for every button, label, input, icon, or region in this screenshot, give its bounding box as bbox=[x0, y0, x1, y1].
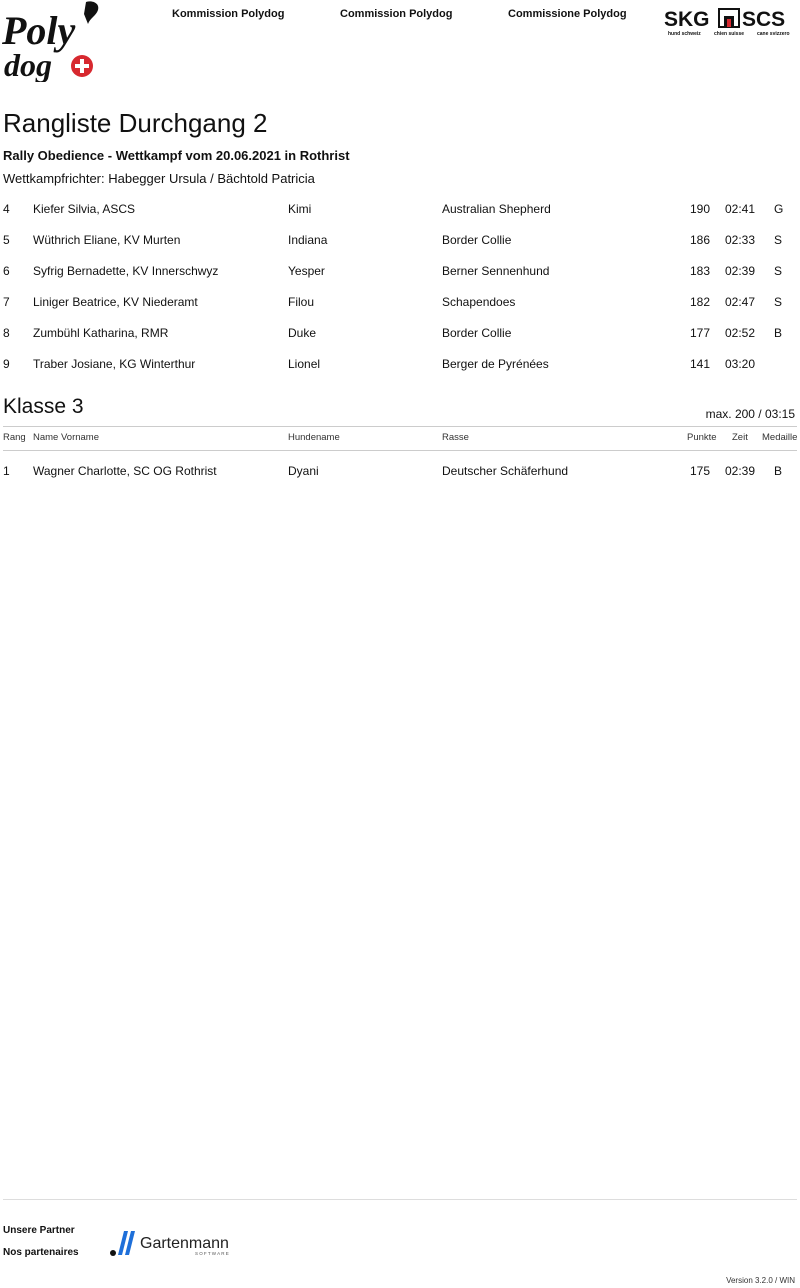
partner-label-fr: Nos partenaires bbox=[3, 1247, 79, 1258]
header-title-de: Kommission Polydog bbox=[172, 8, 285, 20]
medal-cell: B bbox=[774, 326, 783, 340]
handler-cell: Traber Josiane, KG Winterthur bbox=[33, 357, 196, 371]
polydog-logo bbox=[0, 0, 115, 82]
rank-cell: 7 bbox=[3, 295, 10, 309]
competition-subtitle: Rally Obedience - Wettkampf vom 20.06.2021 in Rothrist bbox=[3, 148, 350, 163]
medal-cell: S bbox=[774, 295, 783, 309]
footer-divider bbox=[3, 1199, 797, 1200]
handler-cell: Liniger Beatrice, KV Niederamt bbox=[33, 295, 198, 309]
points-cell: 175 bbox=[689, 464, 710, 478]
divider bbox=[3, 426, 797, 427]
svg-text:SCS: SCS bbox=[742, 8, 786, 31]
svg-text:Poly: Poly bbox=[2, 8, 76, 53]
svg-text:chien suisse: chien suisse bbox=[714, 31, 745, 37]
points-cell: 186 bbox=[689, 233, 710, 247]
header-title-it: Commissione Polydog bbox=[508, 8, 627, 20]
table-row bbox=[0, 233, 800, 253]
time-cell: 03:20 bbox=[725, 357, 756, 371]
column-header-name: Name Vorname bbox=[33, 432, 100, 443]
time-cell: 02:41 bbox=[725, 202, 756, 216]
partner-label-de: Unsere Partner bbox=[3, 1225, 75, 1236]
svg-text:cane svizzero: cane svizzero bbox=[757, 31, 790, 37]
time-cell: 02:39 bbox=[725, 464, 756, 478]
table-row bbox=[0, 464, 800, 484]
column-header-medal: Medaille bbox=[762, 432, 798, 443]
handler-cell: Kiefer Silvia, ASCS bbox=[33, 202, 136, 216]
points-cell: 141 bbox=[689, 357, 710, 371]
breed-cell: Border Collie bbox=[442, 326, 512, 340]
table-row bbox=[0, 357, 800, 377]
rank-cell: 4 bbox=[3, 202, 10, 216]
version-label: Version 3.2.0 / WIN bbox=[726, 1276, 795, 1285]
breed-cell: Schapendoes bbox=[442, 295, 516, 309]
gartenmann-mark-icon bbox=[110, 1231, 135, 1256]
handler-cell: Wüthrich Eliane, KV Murten bbox=[33, 233, 181, 247]
class-heading: Klasse 3 bbox=[3, 395, 84, 418]
judges-line: Wettkampfrichter: Habegger Ursula / Bächtold Patricia bbox=[3, 171, 315, 186]
column-header-rank: Rang bbox=[3, 432, 26, 443]
handler-cell: Wagner Charlotte, SC OG Rothrist bbox=[33, 464, 217, 478]
skg-scs-logo bbox=[664, 6, 796, 38]
svg-text:SOFTWARE: SOFTWARE bbox=[195, 1251, 230, 1256]
points-cell: 183 bbox=[689, 264, 710, 278]
dog-name-cell: Lionel bbox=[288, 357, 321, 371]
table-row bbox=[0, 326, 800, 346]
rank-cell: 6 bbox=[3, 264, 10, 278]
divider bbox=[3, 450, 797, 451]
breed-cell: Border Collie bbox=[442, 233, 512, 247]
medal-cell: S bbox=[774, 264, 783, 278]
breed-cell: Berger de Pyrénées bbox=[442, 357, 549, 371]
medal-cell: G bbox=[774, 202, 784, 216]
svg-text:SKG: SKG bbox=[664, 8, 710, 31]
medal-cell: S bbox=[774, 233, 783, 247]
time-cell: 02:47 bbox=[725, 295, 756, 309]
class-max-info: max. 200 / 03:15 bbox=[705, 407, 795, 421]
gartenmann-logo bbox=[110, 1228, 250, 1258]
rank-cell: 1 bbox=[3, 464, 10, 478]
column-header-points: Punkte bbox=[687, 432, 717, 443]
table-row bbox=[0, 264, 800, 284]
medal-cell: B bbox=[774, 464, 783, 478]
table-row bbox=[0, 202, 800, 222]
time-cell: 02:33 bbox=[725, 233, 756, 247]
handler-cell: Zumbühl Katharina, RMR bbox=[33, 326, 169, 340]
column-header-breed: Rasse bbox=[442, 432, 469, 443]
breed-cell: Deutscher Schäferhund bbox=[442, 464, 569, 478]
dog-house-icon bbox=[719, 9, 739, 27]
dog-name-cell: Yesper bbox=[288, 264, 325, 278]
dog-name-cell: Dyani bbox=[288, 464, 319, 478]
dog-name-cell: Indiana bbox=[288, 233, 328, 247]
swiss-cross-icon bbox=[71, 55, 93, 77]
header-title-fr: Commission Polydog bbox=[340, 8, 453, 20]
rank-cell: 8 bbox=[3, 326, 10, 340]
svg-text:hund schweiz: hund schweiz bbox=[668, 31, 701, 37]
handler-cell: Syfrig Bernadette, KV Innerschwyz bbox=[33, 264, 219, 278]
rank-cell: 5 bbox=[3, 233, 10, 247]
rank-cell: 9 bbox=[3, 357, 10, 371]
time-cell: 02:52 bbox=[725, 326, 756, 340]
points-cell: 190 bbox=[689, 202, 710, 216]
time-cell: 02:39 bbox=[725, 264, 756, 278]
dog-name-cell: Filou bbox=[288, 295, 315, 309]
breed-cell: Berner Sennenhund bbox=[442, 264, 550, 278]
points-cell: 177 bbox=[689, 326, 710, 340]
dog-name-cell: Duke bbox=[288, 326, 317, 340]
svg-text:dog: dog bbox=[4, 47, 52, 82]
dog-name-cell: Kimi bbox=[288, 202, 312, 216]
points-cell: 182 bbox=[689, 295, 710, 309]
svg-text:Gartenmann: Gartenmann bbox=[140, 1235, 229, 1252]
column-header-dog: Hundename bbox=[288, 432, 340, 443]
table-row bbox=[0, 295, 800, 315]
column-header-time: Zeit bbox=[732, 432, 748, 443]
page-title: Rangliste Durchgang 2 bbox=[3, 108, 268, 138]
breed-cell: Australian Shepherd bbox=[442, 202, 551, 216]
